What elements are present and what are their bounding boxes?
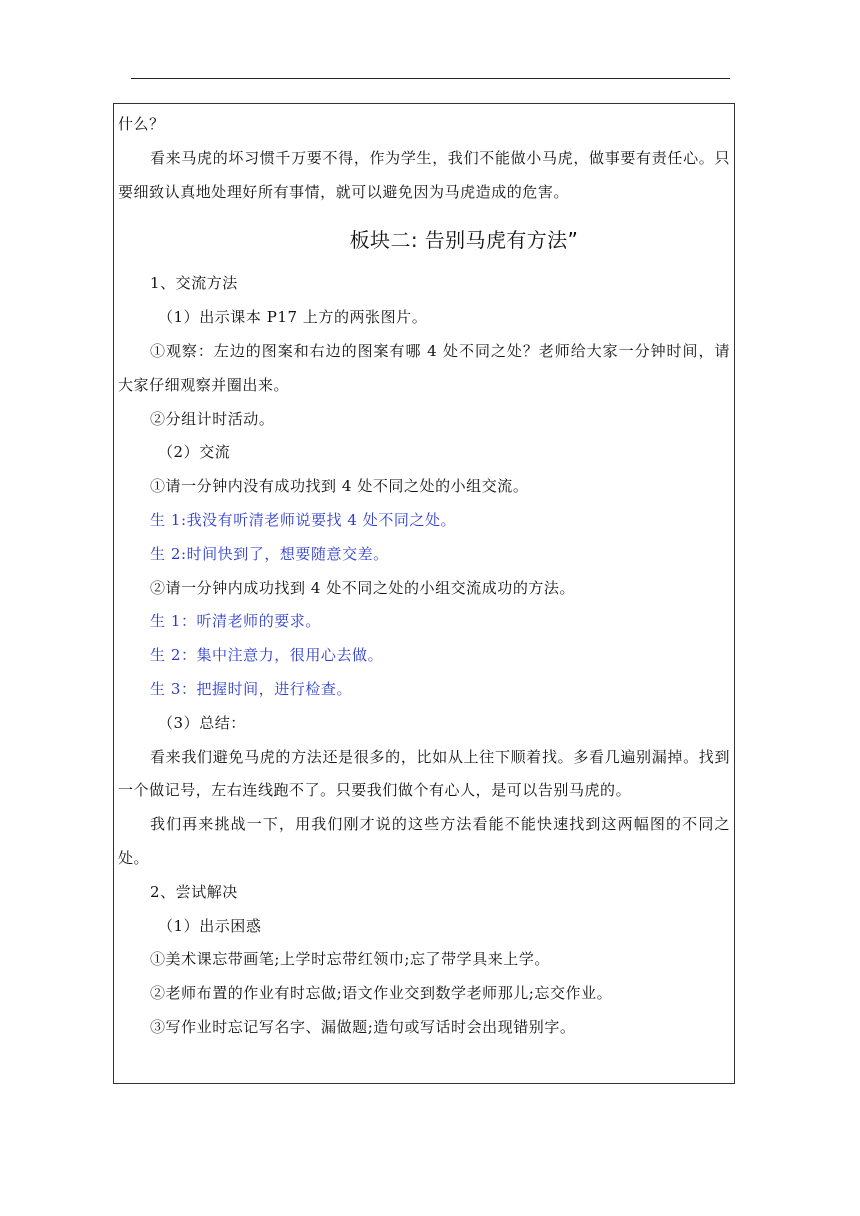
student-answer: 生 2：集中注意力，很用心去做。: [150, 646, 384, 665]
list-item: ①美术课忘带画笔;上学时忘带红领巾;忘了带学具来上学。: [150, 950, 550, 969]
list-item: （3）总结：: [158, 713, 246, 732]
paragraph-summary: 看来我们避免马虎的方法还是很多的，比如从上往下顺着找。多看几遍别漏掉。找到一个做记号，左右连线跑不了。只要我们做个有心人，是可以告别马虎的。: [118, 747, 730, 800]
student-answer: 生 1：听清老师的要求。: [150, 612, 321, 631]
section-heading: 板块二: 告别马虎有方法”: [349, 228, 579, 253]
paragraph-challenge: 我们再来挑战一下，用我们刚才说的这些方法看能不能快速找到这两幅图的不同之处。: [118, 815, 730, 867]
list-item: ②分组计时活动。: [150, 409, 275, 428]
header-rule: [131, 78, 730, 79]
list-item: 2、尝试解决: [150, 882, 238, 901]
student-answer: 生 2:时间快到了，想要随意交差。: [150, 544, 389, 563]
list-item: （1）出示课本 P17 上方的两张图片。: [158, 308, 428, 327]
list-item: ①请一分钟内没有成功找到 4 处不同之处的小组交流。: [150, 477, 529, 496]
list-item: ②请一分钟内成功找到 4 处不同之处的小组交流成功的方法。: [150, 578, 576, 597]
student-answer: 生 3：把握时间，进行检查。: [150, 679, 353, 698]
list-item: （1）出示困惑: [158, 916, 262, 935]
student-answer: 生 1:我没有听清老师说要找 4 处不同之处。: [150, 510, 457, 529]
list-item: ②老师布置的作业有时忘做;语文作业交到数学老师那儿;忘交作业。: [150, 984, 613, 1003]
list-item: ③写作业时忘记写名字、漏做题;造句或写话时会出现错别字。: [150, 1017, 576, 1036]
lesson-content: [118, 108, 730, 1045]
list-item: ①观察：左边的图案和右边的图案有哪 4 处不同之处？老师给大家一分钟时间，请大家仔细观察并圈出来。: [118, 341, 730, 394]
paragraph-continued: 什么？: [118, 115, 165, 133]
paragraph-summary: 看来马虎的坏习惯千万要不得，作为学生，我们不能做小马虎，做事要有责任心。只要细致认真地处理好所有事情，就可以避免因为马虎造成的危害。: [118, 148, 730, 201]
list-item: （2）交流: [158, 443, 231, 462]
list-item: 1、交流方法: [150, 274, 238, 293]
